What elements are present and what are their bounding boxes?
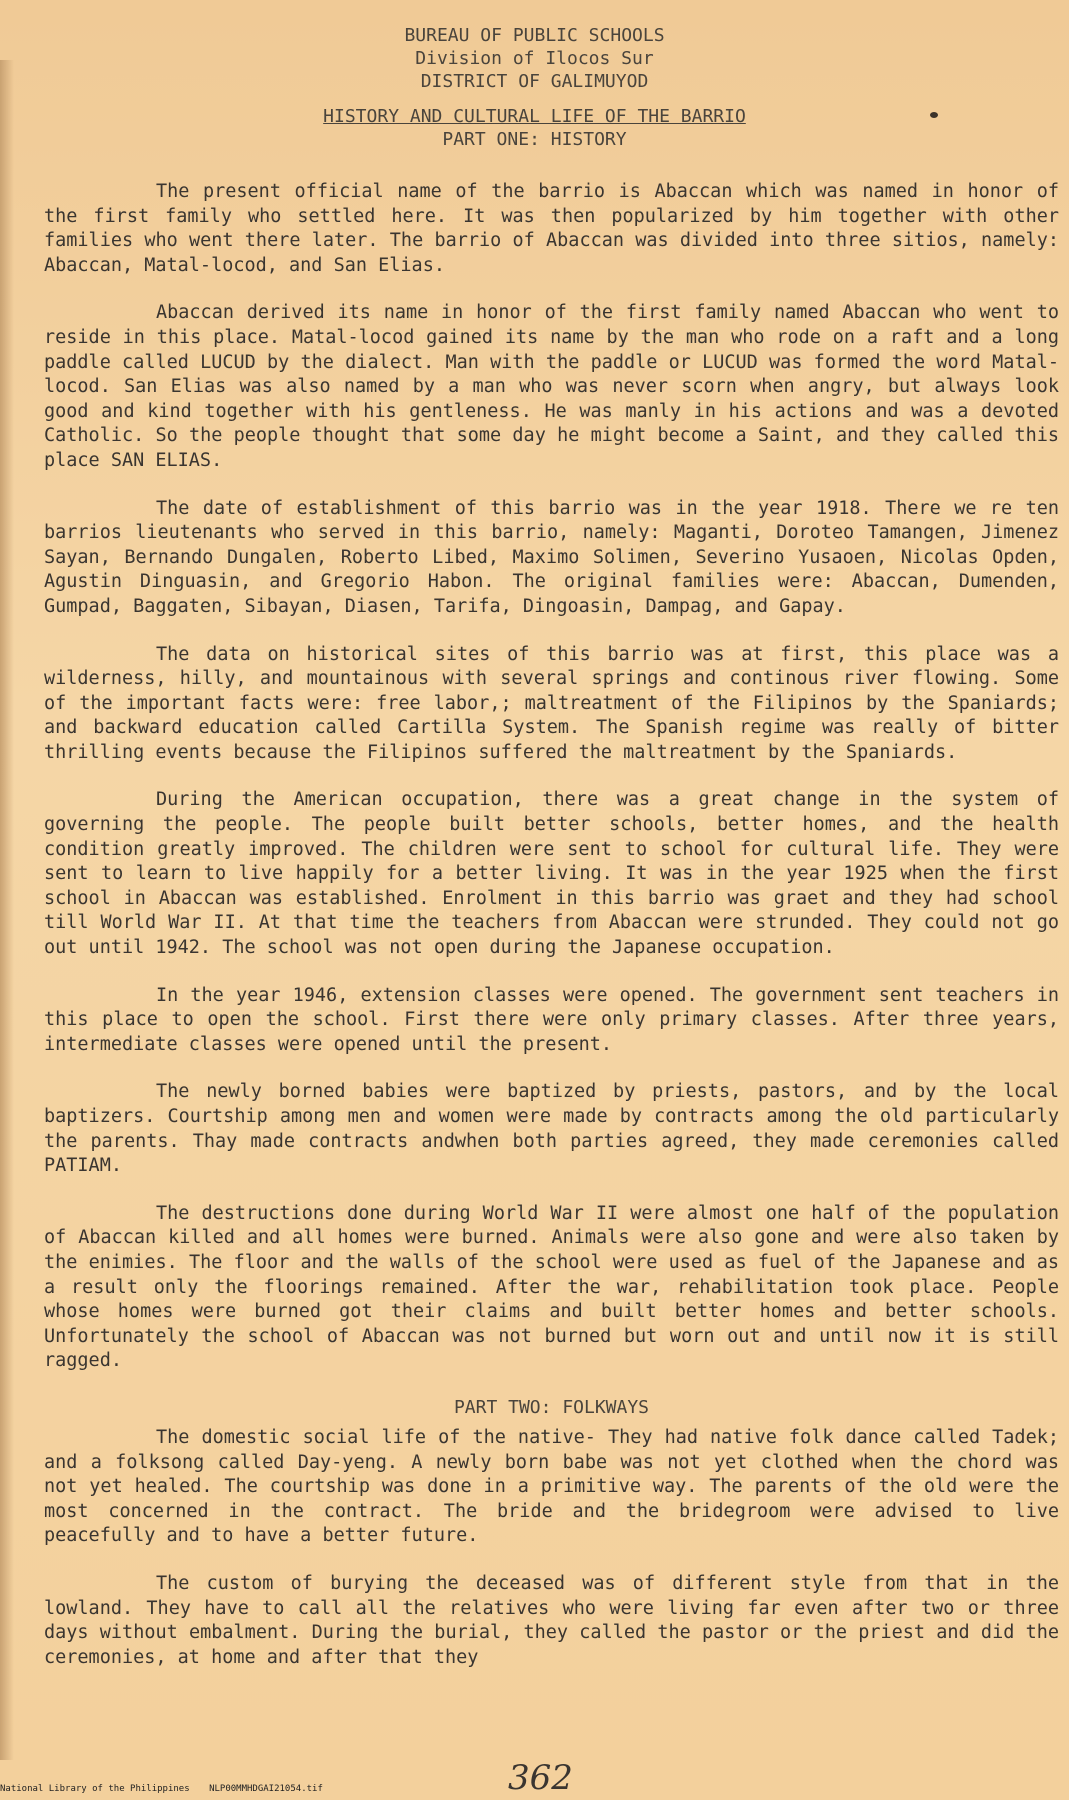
part-two-title: PART TWO: FOLKWAYS <box>453 1396 650 1418</box>
archive-footer <box>0 1784 337 1794</box>
paragraph-official-name: The present official name of the barrio is Abaccan which was named in honor of the first family who settled here. It was then popularized by him together with other families who went there later. The barrio of Abaccan was divided into three sitios, namely: Abaccan, Matal-locod, and San Elias. <box>44 181 1059 276</box>
paragraph-burial-custom: The custom of burying the deceased was of different style from that in the lowland. They have to call all the relatives who were living far even after two or three days without embalment. During the burial, they called the pastor or the priest and did the ceremonies, at home and after that they <box>44 1572 1059 1668</box>
page-edge-shadow <box>0 60 14 1760</box>
header-district: DISTRICT OF GALIMUYOD <box>420 71 649 92</box>
footer-library: National Library of the Philippines <box>0 1784 190 1794</box>
paragraph-baptism-courtship: The newly borned babies were baptized by priests, pastors, and by the local baptizers. Courtship among men and women were made by contracts among the old particularly the parents. Thay made contracts andwhen both parties agreed, they made ceremonies called PATIAM. <box>44 1081 1059 1177</box>
paragraph-social-life: The domestic social life of the native- They had native folk dance called Tadek; and a folksong called Day-yeng. A newly born babe was not yet clothed when the chord was not yet healed. The courtship was done in a primitive way. The parents of the old were the most concerned in the contract. The bride and the bridegroom were advised to live peacefully and to have a better future. <box>44 1426 1059 1547</box>
paragraph-war-destruction: The destructions done during World War II were almost one half of the population of Abaccan killed and all homes were burned. Animals were also gone and were also taken by the enimies. The floor and the walls of the school were used as fuel of the Japanese and as a result only the floorings remained. After the war, rehabilitation took place. People whose homes were burned got their claims and built better homes and better schools. Unfortunately the school of Abaccan was not burned but worn out and until now it is still ragged. <box>44 1202 1059 1372</box>
paragraph-sitio-names: Abaccan derived its name in honor of the first family named Abaccan who went to reside in this place. Matal-locod gained its name by the man who rode on a raft and a long paddle called LUCUD by the dialect. Man with the paddle or LUCUD was formed the word Matal-locod. San Elias was also named by a man who was never scorn when angry, but always look good and kind together with his gentleness. He was manly in his actions and was a devoted Catholic. So the people thought that some day he might become a Saint, and they called this place SAN ELIAS. <box>44 302 1059 471</box>
paragraph-american-occupation: During the American occupation, there was a great change in the system of governing the people. The people built better schools, better homes, and the health condition greatly improved. The children were sent to school for cultural life. They were sent to learn to live happily for a better living. It was in the year 1925 when the first school in Abaccan was established. Enrolment in this barrio was graet and they had school till World War II. At that time the teachers from Abaccan were strunded. They could not go out until 1942. The school was not open during the Japanese occupation. <box>44 789 1059 959</box>
paragraph-establishment: The date of establishment of this barrio was in the year 1918. There we re ten barrios lieutenants who served in this barrio, namely: Maganti, Doroteo Tamangen, Jimenez Sayan, Bernando Dungalen, Roberto Libed, Maximo Solimen, Severino Yusaoen, Nicolas Opden, Agustin Dinguasin, and Gregorio Habon. The original families were: Abaccan, Dumenden, Gumpad, Baggaten, Sibayan, Diasen, Tarifa, Dingoasin, Dampag, and Gapay. <box>44 497 1059 617</box>
paragraph-historical-sites: The data on historical sites of this barrio was at first, this place was a wilderness, hilly, and mountainous with several springs and continous river flowing. Some of the important facts were: free labor,; maltreatment of the Filipinos by the Spaniards; and backward education called Cartilla System. The Spanish regime was really of bitter thrilling events because the Filipinos suffered the maltreatment by the Spaniards. <box>44 643 1059 763</box>
footer-file-id: NLP00MMHDGAI21054.tif <box>209 1784 323 1794</box>
document-header <box>0 24 1069 151</box>
paragraph-extension-classes: In the year 1946, extension classes were opened. The government sent teachers in this place to open the school. First there were only primary classes. After three years, intermediate classes were opened until the present. <box>44 984 1059 1055</box>
page-number: 362 <box>508 1758 573 1798</box>
header-division: Division of Ilocos Sur <box>415 48 654 69</box>
document-title: HISTORY AND CULTURAL LIFE OF THE BARRIO <box>323 106 746 127</box>
part-one-title: PART ONE: HISTORY <box>442 129 627 150</box>
header-bureau: BUREAU OF PUBLIC SCHOOLS <box>404 25 665 46</box>
document-body <box>44 180 1059 1693</box>
